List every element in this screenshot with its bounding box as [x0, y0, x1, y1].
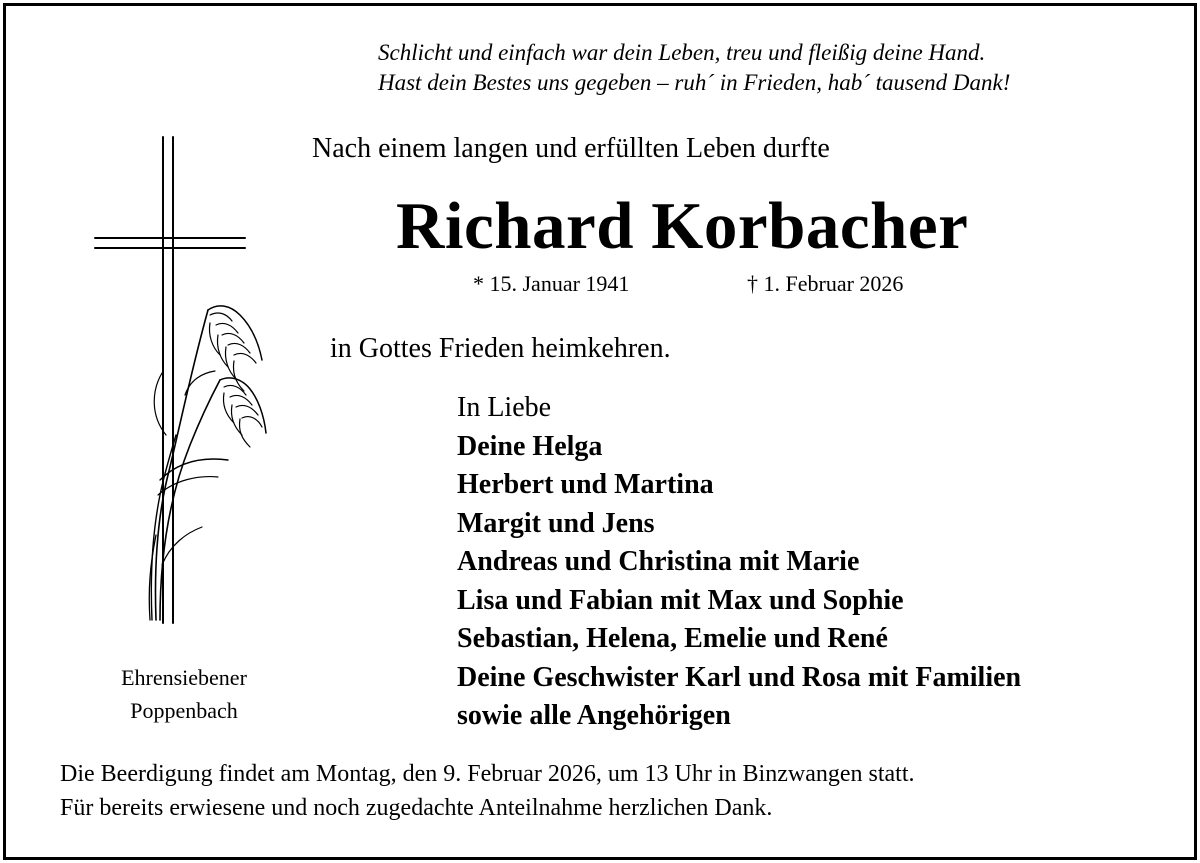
mourner-name: Sebastian, Helena, Emelie und René [457, 623, 888, 654]
mourner-name: Deine Geschwister Karl und Rosa mit Familien [457, 661, 1022, 693]
mourner-name: Lisa und Fabian mit Max und Sophie [457, 584, 904, 616]
funeral-line-1: Die Beerdigung findet am Montag, den 9. Februar 2026, um 13 Uhr in Binzwangen statt. [60, 761, 915, 787]
mourner-name: Deine Helga [457, 430, 603, 462]
death-date: † 1. Februar 2026 [747, 271, 904, 296]
mourner-name: Andreas und Christina mit Marie [457, 546, 860, 577]
deceased-name: Richard Korbacher [396, 189, 969, 263]
mourners-lead: In Liebe [457, 392, 552, 423]
cross-with-wheat-icon [90, 135, 280, 625]
mourner-name: Herbert und Martina [457, 469, 714, 500]
place-line-1: Ehrensiebener [121, 665, 247, 690]
funeral-info [60, 757, 915, 825]
place-names [60, 661, 308, 727]
mourners-list [457, 389, 1021, 736]
outro-text: in Gottes Frieden heimkehren. [330, 333, 671, 364]
mourner-name: sowie alle Angehörigen [457, 700, 731, 731]
place-line-2: Poppenbach [130, 698, 238, 723]
poem-line-2: Hast dein Bestes uns gegeben – ruh´ in Frieden, hab´ tausend Dank! [378, 70, 1011, 95]
funeral-line-2: Für bereits erwiesene und noch zugedachte Anteilnahme herzlichen Dank. [60, 795, 773, 821]
poem-line-1: Schlicht und einfach war dein Leben, treu und fleißig deine Hand. [378, 40, 986, 65]
poem [378, 38, 1010, 98]
mourner-name: Margit und Jens [457, 507, 655, 539]
intro-text: Nach einem langen und erfüllten Leben durfte [312, 133, 830, 164]
birth-date: * 15. Januar 1941 [473, 271, 630, 296]
